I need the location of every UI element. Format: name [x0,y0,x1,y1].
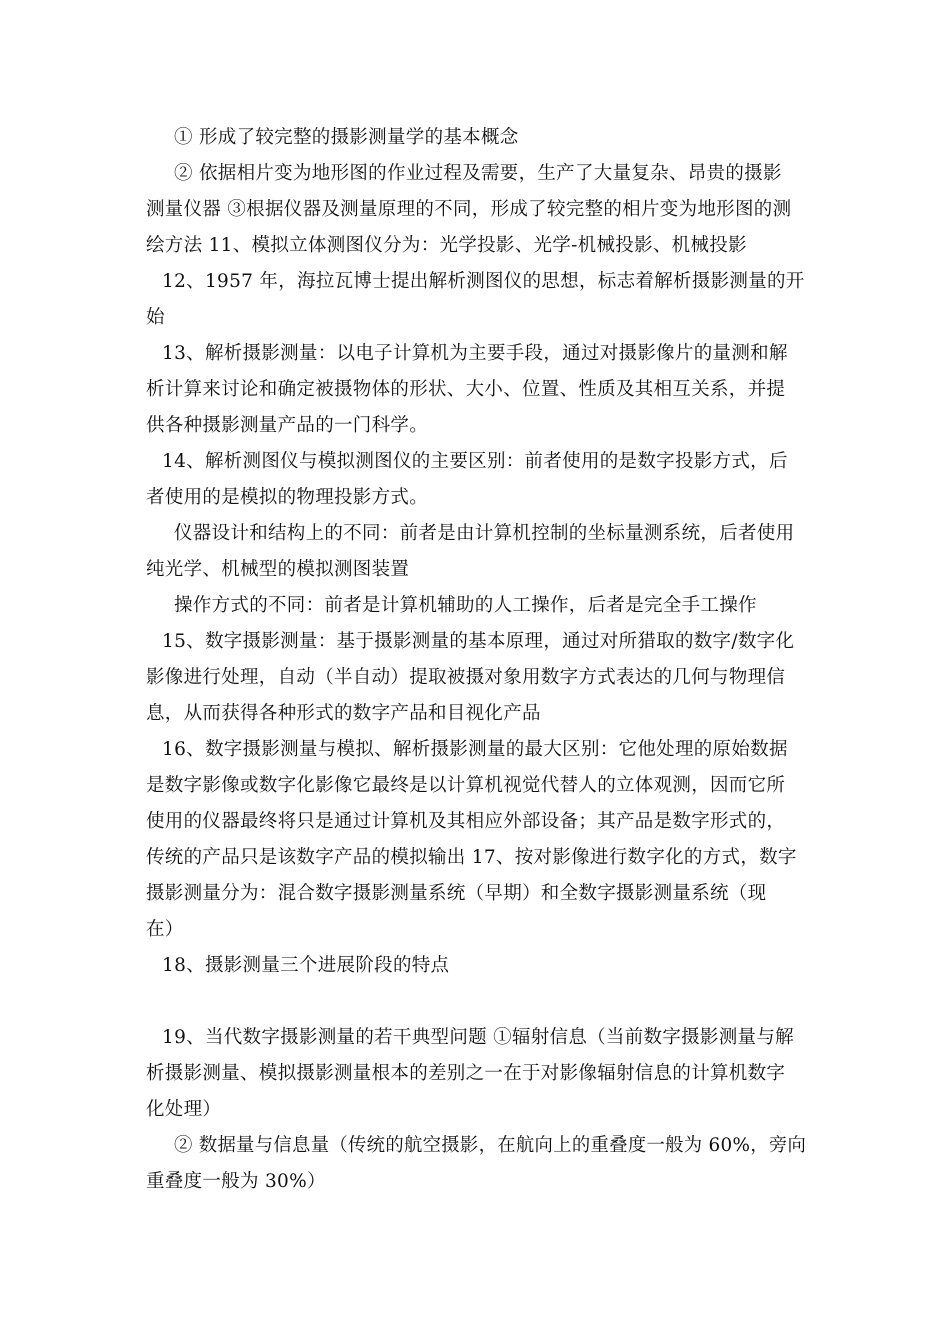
text-line-29: 重叠度一般为 30%） [146,1171,326,1192]
text-line-2: ② 依据相片变为地形图的作业过程及需要，生产了大量复杂、昂贵的摄影 [174,163,782,184]
text-line-12: 仪器设计和结构上的不同：前者是由计算机控制的坐标量测系统，后者使用 [174,523,795,544]
text-line-25: 19、当代数字摄影测量的若干典型问题 ①辐射信息（当前数字摄影测量与解 [162,1027,794,1048]
text-line-4: 绘方法 11、模拟立体测图仪分为：光学投影、光学-机械投影、机械投影 [146,235,747,256]
text-line-6: 始 [146,307,165,328]
text-line-27: 化处理） [146,1099,222,1120]
text-line-15: 15、数字摄影测量：基于摄影测量的基本原理，通过对所猎取的数字/数字化 [162,631,795,652]
text-line-21: 传统的产品只是该数字产品的模拟输出 17、按对影像进行数字化的方式，数字 [146,847,797,868]
text-line-24: 18、摄影测量三个进展阶段的特点 [162,955,450,976]
text-line-11: 者使用的是模拟的物理投影方式。 [146,487,429,508]
text-line-22: 摄影测量分为：混合数字摄影测量系统（早期）和全数字摄影测量系统（现 [146,883,767,904]
text-line-20: 使用的仪器最终将只是通过计算机及其相应外部设备；其产品是数字形式的， [146,811,786,832]
text-line-5: 12、1957 年，海拉瓦博士提出解析测图仪的思想，标志着解析摄影测量的开 [162,271,805,292]
text-line-26: 析摄影测量、模拟摄影测量根本的差别之一在于对影像辐射信息的计算机数字 [146,1063,786,1084]
text-line-1: ① 形成了较完整的摄影测量学的基本概念 [174,127,519,148]
text-line-8: 析计算来讨论和确定被摄物体的形状、大小、位置、性质及其相互关系，并提 [146,379,786,400]
text-line-28: ② 数据量与信息量（传统的航空摄影，在航向上的重叠度一般为 60%，旁向 [174,1135,807,1156]
text-line-23: 在） [146,919,184,940]
text-line-18: 16、数字摄影测量与模拟、解析摄影测量的最大区别：它他处理的原始数据 [162,739,788,760]
text-line-17: 息，从而获得各种形式的数字产品和目视化产品 [146,703,541,724]
text-line-13: 纯光学、机械型的模拟测图装置 [146,559,410,580]
text-line-9: 供各种摄影测量产品的一门科学。 [146,415,429,436]
text-line-7: 13、解析摄影测量：以电子计算机为主要手段，通过对摄影像片的量测和解 [162,343,788,364]
text-line-16: 影像进行处理，自动（半自动）提取被摄对象用数字方式表达的几何与物理信 [146,667,786,688]
text-line-3: 测量仪器 ③根据仪器及测量原理的不同，形成了较完整的相片变为地形图的测 [146,199,792,220]
text-line-10: 14、解析测图仪与模拟测图仪的主要区别：前者使用的是数字投影方式，后 [162,451,788,472]
text-line-14: 操作方式的不同：前者是计算机辅助的人工操作，后者是完全手工操作 [174,595,757,616]
text-line-19: 是数字影像或数字化影像它最终是以计算机视觉代替人的立体观测，因而它所 [146,775,786,796]
